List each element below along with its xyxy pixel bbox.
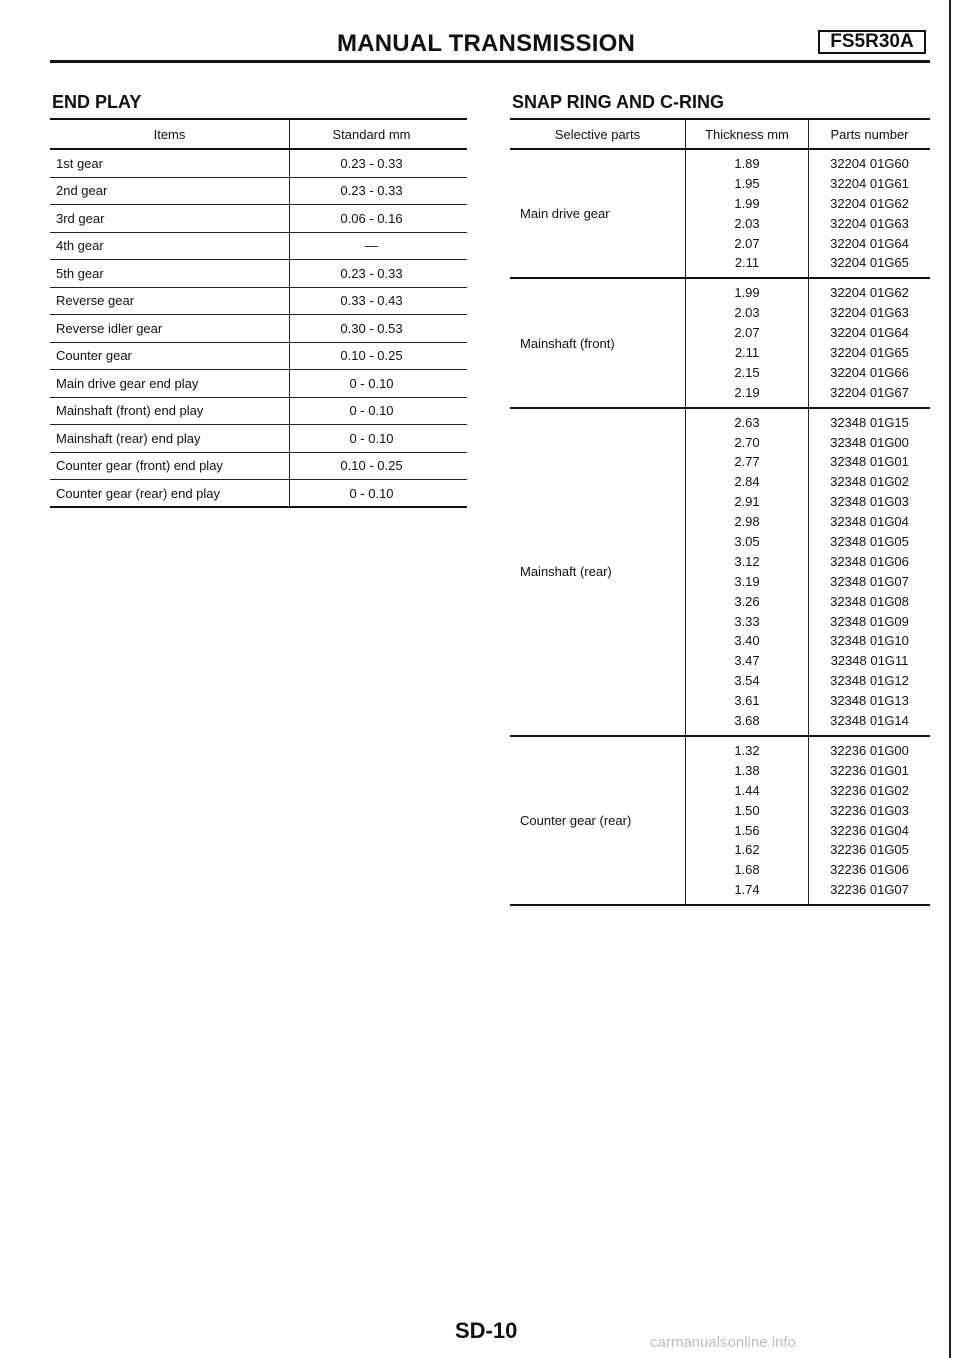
parts-number-value: 32348 01G01 [830, 454, 909, 470]
table-header-row [510, 119, 930, 149]
thickness-value: 3.19 [734, 573, 760, 589]
thickness-value: 3.12 [734, 553, 760, 569]
thickness-value: 2.15 [734, 364, 760, 380]
parts-number-cell [809, 408, 931, 736]
table-row [50, 370, 467, 398]
thickness-cell [686, 149, 809, 278]
standard-cell: 0 - 0.10 [290, 425, 468, 453]
parts-number-value: 32204 01G67 [830, 384, 909, 400]
column-header: Standard mm [290, 119, 468, 149]
thickness-value: 1.99 [734, 285, 760, 301]
item-cell: 2nd gear [50, 177, 290, 205]
table-row [50, 260, 467, 288]
thickness-value: 2.07 [734, 325, 760, 341]
table-row [50, 232, 467, 260]
end-play-table [50, 118, 467, 508]
selective-part-cell: Counter gear (rear) [510, 736, 686, 905]
parts-number-value: 32236 01G06 [830, 862, 909, 878]
parts-number-value: 32348 01G15 [830, 414, 909, 430]
item-cell: 5th gear [50, 260, 290, 288]
thickness-value: 1.44 [734, 782, 760, 798]
parts-number-value: 32348 01G06 [830, 553, 909, 569]
parts-number-value: 32348 01G02 [830, 474, 909, 490]
item-cell: Mainshaft (front) end play [50, 397, 290, 425]
parts-number-value: 32348 01G11 [830, 653, 909, 669]
item-cell: 1st gear [50, 149, 290, 177]
item-cell: 4th gear [50, 232, 290, 260]
thickness-value: 1.38 [734, 762, 760, 778]
thickness-cell [686, 278, 809, 407]
thickness-value: 3.54 [734, 673, 760, 689]
selective-part-cell: Mainshaft (front) [510, 278, 686, 407]
thickness-value: 1.99 [734, 195, 760, 211]
snap-ring-table [510, 118, 930, 906]
parts-number-value: 32348 01G00 [830, 434, 909, 450]
parts-number-value: 32236 01G00 [830, 742, 909, 758]
snap-ring-title: SNAP RING AND C-RING [512, 92, 725, 112]
thickness-value: 3.05 [734, 534, 760, 550]
model-code-badge: FS5R30A [818, 30, 926, 54]
parts-number-value: 32348 01G08 [830, 593, 909, 609]
column-header: Parts number [809, 119, 931, 149]
parts-number-value: 32348 01G05 [830, 534, 909, 550]
thickness-value: 2.63 [734, 414, 760, 430]
item-cell: Counter gear (front) end play [50, 452, 290, 480]
parts-number-value: 32236 01G05 [830, 842, 909, 858]
page-title: MANUAL TRANSMISSION [337, 30, 636, 57]
thickness-value: 2.91 [734, 494, 760, 510]
item-cell: 3rd gear [50, 205, 290, 233]
column-header: Selective parts [510, 119, 686, 149]
thickness-value: 3.68 [734, 713, 760, 729]
item-cell: Reverse idler gear [50, 315, 290, 343]
end-play-title: END PLAY [52, 92, 142, 112]
thickness-value: 2.70 [734, 434, 760, 450]
item-cell: Reverse gear [50, 287, 290, 315]
parts-number-value: 32204 01G65 [830, 255, 909, 271]
parts-number-value: 32348 01G10 [830, 633, 909, 649]
standard-cell: 0.23 - 0.33 [290, 149, 468, 177]
thickness-value: 2.03 [734, 215, 760, 231]
parts-number-cell [809, 736, 931, 905]
thickness-value: 1.62 [734, 842, 760, 858]
thickness-value: 1.74 [734, 882, 760, 898]
standard-cell: 0.23 - 0.33 [290, 177, 468, 205]
thickness-value: 2.77 [734, 454, 760, 470]
parts-number-value: 32204 01G60 [830, 156, 909, 171]
page-number: SD-10 [455, 1318, 518, 1343]
thickness-value: 2.84 [734, 474, 760, 490]
thickness-value: 1.89 [734, 156, 760, 171]
parts-number-value: 32236 01G01 [830, 762, 909, 778]
parts-number-value: 32204 01G66 [830, 364, 909, 380]
parts-number-value: 32204 01G64 [830, 325, 909, 341]
column-header: Thickness mm [686, 119, 809, 149]
standard-cell: 0 - 0.10 [290, 370, 468, 398]
standard-cell: 0.06 - 0.16 [290, 205, 468, 233]
parts-number-value: 32204 01G65 [830, 345, 909, 361]
table-row [50, 287, 467, 315]
parts-number-value: 32348 01G03 [830, 494, 909, 510]
parts-number-cell [809, 278, 931, 407]
table-row [50, 397, 467, 425]
standard-cell: 0 - 0.10 [290, 480, 468, 508]
table-row [50, 205, 467, 233]
parts-number-value: 32236 01G07 [830, 882, 909, 898]
parts-number-value: 32348 01G12 [830, 673, 909, 689]
thickness-value: 1.50 [734, 802, 760, 818]
standard-cell: 0.10 - 0.25 [290, 342, 468, 370]
parts-number-value: 32348 01G13 [830, 693, 909, 709]
parts-number-value: 32236 01G03 [830, 802, 909, 818]
selective-part-cell: Mainshaft (rear) [510, 408, 686, 736]
thickness-value: 1.32 [734, 742, 760, 758]
item-cell: Counter gear (rear) end play [50, 480, 290, 508]
parts-number-value: 32204 01G64 [830, 235, 909, 251]
thickness-value: 2.07 [734, 235, 760, 251]
table-row [50, 480, 467, 508]
table-row [50, 149, 467, 177]
parts-number-value: 32204 01G62 [830, 285, 909, 301]
page-edge-line [949, 0, 951, 1358]
thickness-value: 3.33 [734, 613, 760, 629]
thickness-value: 2.11 [734, 255, 760, 271]
parts-number-value: 32348 01G14 [830, 713, 909, 729]
parts-number-value: 32204 01G62 [830, 195, 909, 211]
thickness-value: 1.56 [734, 822, 760, 838]
parts-number-value: 32348 01G04 [830, 514, 909, 530]
table-row [510, 736, 930, 905]
thickness-value: 2.19 [734, 384, 760, 400]
item-cell: Main drive gear end play [50, 370, 290, 398]
table-row [510, 408, 930, 736]
standard-cell: 0.33 - 0.43 [290, 287, 468, 315]
table-row [50, 425, 467, 453]
thickness-cell [686, 736, 809, 905]
thickness-value: 2.03 [734, 305, 760, 321]
thickness-value: 1.68 [734, 862, 760, 878]
standard-cell: 0 - 0.10 [290, 397, 468, 425]
header-rule [50, 60, 930, 63]
parts-number-cell [809, 149, 931, 278]
parts-number-value: 32204 01G61 [830, 175, 909, 191]
table-row [510, 278, 930, 407]
table-row [50, 452, 467, 480]
standard-cell: 0.23 - 0.33 [290, 260, 468, 288]
thickness-value: 2.11 [734, 345, 760, 361]
table-row [510, 149, 930, 278]
table-header-row [50, 119, 467, 149]
thickness-value: 3.40 [734, 633, 760, 649]
item-cell: Counter gear [50, 342, 290, 370]
table-row [50, 177, 467, 205]
table-row [50, 342, 467, 370]
parts-number-value: 32236 01G02 [830, 782, 909, 798]
column-header: Items [50, 119, 290, 149]
thickness-value: 3.61 [734, 693, 760, 709]
parts-number-value: 32236 01G04 [830, 822, 909, 838]
watermark: carmanualsonline.info [650, 1334, 796, 1351]
parts-number-value: 32348 01G07 [830, 573, 909, 589]
standard-cell: — [290, 232, 468, 260]
thickness-value: 3.26 [734, 593, 760, 609]
standard-cell: 0.10 - 0.25 [290, 452, 468, 480]
thickness-value: 1.95 [734, 175, 760, 191]
thickness-value: 3.47 [734, 653, 760, 669]
standard-cell: 0.30 - 0.53 [290, 315, 468, 343]
selective-part-cell: Main drive gear [510, 149, 686, 278]
parts-number-value: 32204 01G63 [830, 215, 909, 231]
thickness-value: 2.98 [734, 514, 760, 530]
thickness-cell [686, 408, 809, 736]
table-row [50, 315, 467, 343]
item-cell: Mainshaft (rear) end play [50, 425, 290, 453]
parts-number-value: 32204 01G63 [830, 305, 909, 321]
parts-number-value: 32348 01G09 [830, 613, 909, 629]
